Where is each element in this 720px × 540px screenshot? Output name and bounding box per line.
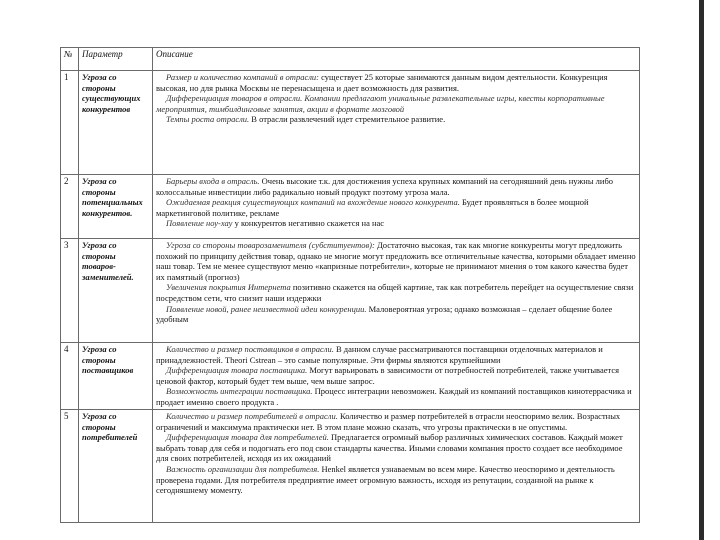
row-number: 2 <box>61 175 79 239</box>
parameter-line: конкурентов. <box>82 207 133 218</box>
description-paragraph <box>156 464 636 496</box>
row-description <box>153 175 640 239</box>
parameter-line: поставщиков <box>82 365 134 375</box>
paragraph-lead: Появление новой, ранее неизвестной идеи конкуренции. <box>166 303 367 314</box>
table-row <box>61 239 640 343</box>
parameter-line: Угроза со <box>82 176 117 186</box>
paragraph-text: Количество и размер потребителей в отрасли неоспоримо велик. Возрастных ограничений и максимума практически нет. В этом плане можно сказать, что угрозы практически в не опустимы. <box>156 411 621 432</box>
description-paragraph <box>156 93 636 114</box>
paragraph-lead: Важность организации для потребителя. <box>166 463 320 474</box>
paragraph-lead: Увеличения покрытия Интернета <box>166 282 291 293</box>
parameter-line: стороны <box>82 354 116 365</box>
paragraph-lead: Возможность интеграции поставщика. <box>166 386 313 397</box>
slide-edge-bar <box>699 0 704 540</box>
paragraph-text: Маловероятная угроза; однако возможная – сделает общение более удобным <box>156 303 613 325</box>
paragraph-text: В данном случае рассматриваются поставщики отделочных материалов и принадлежностей. Theori Cstrean – это самые популярные. Эти фирмы являются крупнейшими <box>156 344 603 365</box>
description-paragraph <box>156 72 636 93</box>
paragraph-lead: Появление ноу-хау <box>166 218 233 229</box>
table-row <box>61 410 640 523</box>
table-row <box>61 71 640 175</box>
parameter-line: Угроза со <box>82 72 117 82</box>
paragraph-text: существует 25 которые занимаются данным видом деятельности. Конкуренция высокая, но для рынка Москвы не перенасыщена и дает возможность для развития. <box>156 72 608 93</box>
row-number: 4 <box>61 343 79 410</box>
row-description <box>153 239 640 343</box>
header-description: Описание <box>153 48 640 71</box>
row-parameter <box>79 343 153 410</box>
paragraph-text: позитивно скажется на общей картине, так как потребитель перейдет на осуществление связи посредством сети, что снизит наши издержки <box>156 282 634 303</box>
row-number: 3 <box>61 239 79 343</box>
parameter-line: Угроза со <box>82 411 117 421</box>
paragraph-lead: Дифференциация товара поставщика. <box>166 365 308 376</box>
paragraph-lead: Барьеры входа в отрасль. <box>166 176 260 186</box>
description-paragraph <box>156 282 636 303</box>
paragraph-lead: Количество и размер потребителей в отрасли. <box>166 411 338 421</box>
paragraph-lead: Дифференциация товаров в отрасли. Компании предлагают уникальные развлекательные игры, квесты корпоративные мероприятия, тимбилдинговые занятия, акции в формате мозговой <box>156 93 605 114</box>
document-page <box>60 47 639 499</box>
parameter-line: конкурентов <box>82 103 131 114</box>
row-description <box>153 343 640 410</box>
parameter-line: стороны <box>82 250 116 261</box>
paragraph-text: Предлагается огромный выбор различных химических составов. Каждый может выбрать товар для себя и подогнать его под свои стандарты качества. Иными словами компания просто создает все необходимое для своих потребителей, исходя из их ожиданий <box>156 432 623 464</box>
row-number: 5 <box>61 410 79 523</box>
paragraph-text: Очень высокие т.к. для достижения успеха крупных компаний на сегодняшний день нужны либо колоссальные инвестиции либо радикально новый продукт поэтому угроза мала. <box>156 176 614 197</box>
description-paragraph <box>156 411 636 432</box>
paragraph-lead: Дифференциация товара для потребителей. <box>166 432 329 443</box>
paragraph-text: Достаточно высокая, так как многие конкуренты могут предложить похожий по принципу действия товар, однако не многие могут предложить все отличительные качества, которыми обладает именно наш товар. Тем не менее существуют меню «капризные потребители», которые не принимают мнения о том какого качества будет их памятный (прогноз) <box>156 240 636 282</box>
row-description <box>153 410 640 523</box>
description-paragraph <box>156 386 636 407</box>
parameter-line: заменителей. <box>82 271 134 282</box>
parameter-line: Угроза со <box>82 344 117 354</box>
paragraph-lead: Количество и размер поставщиков в отрасли. <box>166 344 334 354</box>
description-paragraph <box>156 218 636 229</box>
parameters-table <box>60 47 640 523</box>
paragraph-lead: Размер и количество компаний в отрасли: <box>166 72 320 82</box>
row-parameter <box>79 175 153 239</box>
description-paragraph <box>156 114 636 125</box>
parameter-line: стороны <box>82 82 116 93</box>
description-paragraph <box>156 344 636 365</box>
parameter-line: потребителей <box>82 432 138 442</box>
table-header-row <box>61 48 640 71</box>
paragraph-text: В отрасли развлечений идет стремительное развитие. <box>249 114 446 125</box>
paragraph-text: Henkel является узнаваемым во всем мире. Качество неоспоримо и деятельность проверена годами. Для потребителя предприятие имеет огромную важность, исходя из репутации, созданной на рынке к сегодняшнему моменту. <box>156 463 615 496</box>
row-parameter <box>79 410 153 523</box>
parameter-line: товаров- <box>82 261 116 271</box>
description-paragraph <box>156 176 636 197</box>
row-parameter <box>79 71 153 175</box>
row-number: 1 <box>61 71 79 175</box>
table-row <box>61 343 640 410</box>
parameter-line: существующих <box>82 93 141 103</box>
parameter-line: стороны <box>82 186 116 197</box>
paragraph-lead: Темпы роста отрасли. <box>166 114 250 125</box>
paragraph-text: Будет проявляться в более мощной маркетинговой политике, рекламе <box>156 197 589 218</box>
parameter-line: потенциальных <box>82 197 143 207</box>
table-row <box>61 175 640 239</box>
paragraph-text: Процесс интеграции невозможен. Каждый из компаний поставщиков кинотеррасчика и продает именно своего продукта . <box>156 386 632 407</box>
parameter-line: стороны <box>82 421 116 432</box>
description-paragraph <box>156 365 636 386</box>
header-number: № <box>61 48 79 71</box>
paragraph-text: у конкурентов негативно скажется на нас <box>232 218 385 229</box>
description-paragraph <box>156 432 636 464</box>
description-paragraph <box>156 197 636 218</box>
row-description <box>153 71 640 175</box>
paragraph-lead: Угроза со стороны товарозаменителя (субституентов): <box>166 240 375 250</box>
header-parameter: Параметр <box>79 48 153 71</box>
paragraph-lead: Ожидаемая реакция существующих компаний на вхождение нового конкурента. <box>166 197 460 208</box>
parameter-line: Угроза со <box>82 240 117 250</box>
description-paragraph <box>156 240 636 282</box>
description-paragraph <box>156 304 636 325</box>
paragraph-text: Могут варьировать в зависимости от потребностей потребителей, также учитывается ценовой фактор, который будет тем выше, чем выше запрос. <box>156 365 620 386</box>
row-parameter <box>79 239 153 343</box>
